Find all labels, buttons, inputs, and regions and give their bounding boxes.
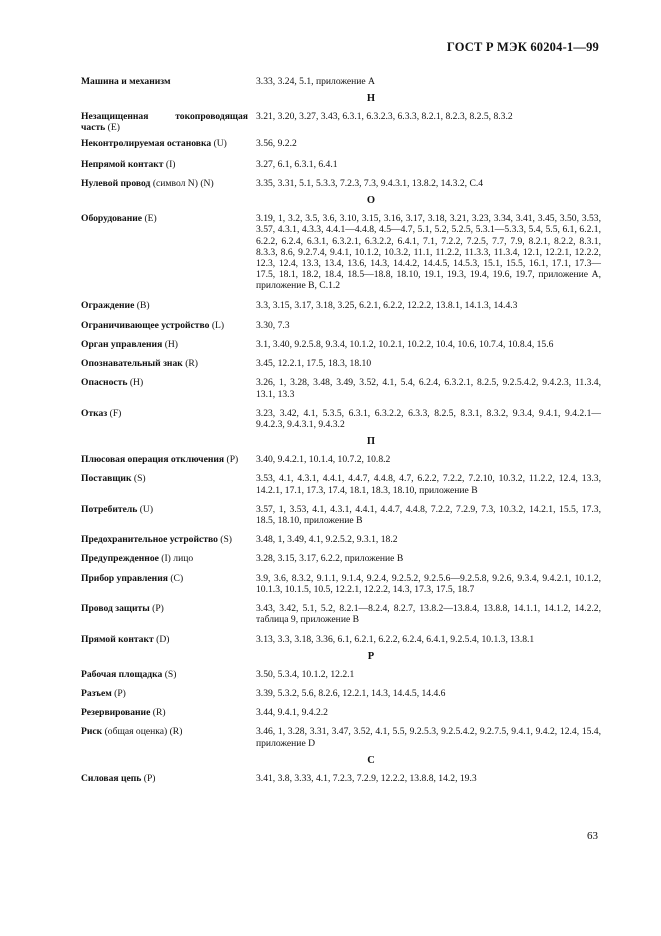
index-term	[81, 111, 256, 133]
term-name: Ограничивающее устройство	[81, 319, 210, 331]
term-references: 3.1, 3.40, 9.2.5.8, 9.3.4, 10.1.2, 10.2.1, 10.2.2, 10.4, 10.6, 10.7.4, 10.8.4, 15.6	[256, 339, 554, 351]
term-code: (S)	[220, 534, 233, 546]
term-name: Нулевой провод	[81, 178, 151, 190]
term-references: 3.53, 4.1, 4.3.1, 4.4.1, 4.4.7, 4.4.8, 4.7, 6.2.2, 7.2.2, 7.2.10, 10.3.2, 11.2.2, 12.4, 13.3, 14.2.1, 17.1, 17.3, 17.4, 18.1, 18.3, 18.10, приложение В	[256, 473, 601, 496]
term-references: 3.40, 9.4.2.1, 10.1.4, 10.7.2, 10.8.2	[256, 454, 391, 466]
term-references: 3.26, 1, 3.28, 3.48, 3.49, 3.52, 4.1, 5.4, 6.2.4, 6.3.2.1, 8.2.5, 9.2.5.4.2, 9.4.2.3, 11.3.4, 13.1, 13.3	[256, 377, 601, 400]
index-entry	[81, 138, 601, 149]
term-code: (H)	[164, 339, 179, 351]
term-name: Плюсовая операция отключения	[81, 454, 225, 466]
index-entry	[81, 159, 601, 170]
term-references: 3.33, 3.24, 5.1, приложение А	[256, 76, 375, 87]
term-code: (D)	[156, 633, 170, 645]
term-code: (U)	[139, 503, 154, 515]
term-references: 3.46, 1, 3.28, 3.31, 3.47, 3.52, 4.1, 5.5, 9.2.5.3, 9.2.5.4.2, 9.2.7.5, 9.4.1, 9.4.2, 12.4, 15.4, приложение D	[256, 726, 601, 749]
term-references: 3.43, 3.42, 5.1, 5.2, 8.2.1—8.2.4, 8.2.7, 13.8.2—13.8.4, 13.8.8, 14.1.1, 14.1.2, 14.2.2, таблица 9, приложение В	[256, 603, 601, 626]
section-letter: Н	[366, 93, 376, 105]
index-term	[81, 726, 256, 748]
term-name: Неконтролируемая остановка	[81, 137, 212, 149]
index-entry	[81, 111, 601, 133]
term-references: 3.39, 5.3.2, 5.6, 8.2.6, 12.2.1, 14.3, 14.4.5, 14.4.6	[256, 687, 446, 699]
index-entry	[81, 300, 601, 311]
term-references: 3.35, 3.31, 5.1, 5.3.3, 7.2.3, 7.3, 9.4.3.1, 13.8.2, 14.3.2, С.4	[256, 178, 484, 190]
term-references: 3.56, 9.2.2	[256, 137, 297, 149]
term-references: 3.28, 3.15, 3.17, 6.2.2, приложение В	[256, 553, 404, 565]
index-term	[81, 669, 256, 680]
term-code: (P)	[114, 687, 126, 699]
term-code: (общая оценка) (R)	[104, 726, 183, 738]
index-entry	[81, 603, 601, 625]
term-name: Опасность	[81, 377, 128, 389]
section-letter: Р	[367, 650, 375, 662]
index-entry	[81, 213, 601, 291]
term-name: Оборудование	[81, 213, 143, 225]
index-entry	[81, 504, 601, 526]
index-term	[81, 553, 256, 564]
term-name: Прибор управления	[81, 572, 168, 584]
index-entry	[81, 178, 601, 189]
term-name: Поставщик	[81, 473, 132, 485]
term-code: (P)	[143, 772, 156, 784]
term-name: Опознавательный знак	[81, 358, 183, 370]
index-entry	[81, 726, 601, 748]
term-code: (S)	[164, 668, 177, 680]
term-name: Орган управления	[81, 339, 163, 351]
term-code: (H)	[129, 377, 144, 389]
term-references: 3.30, 7.3	[256, 319, 290, 331]
term-code: (S)	[133, 473, 146, 485]
index-term	[81, 339, 256, 350]
term-name: Предохранительное устройство	[81, 534, 218, 546]
index-term	[81, 534, 256, 545]
term-references: 3.9, 3.6, 8.3.2, 9.1.1, 9.1.4, 9.2.4, 9.2.5.2, 9.2.5.6—9.2.5.8, 9.2.6, 9.3.4, 9.4.2.1, 10.1.2, 10.1.3, 10.1.5, 10.5, 12.2.1, 12.2.2, 14.3, 17.3, 17.5, 18.7	[256, 572, 601, 595]
section-letter: С	[367, 754, 375, 766]
index-entry	[81, 688, 601, 699]
term-code: (U)	[213, 137, 227, 149]
term-name: Незащищенная токопроводящая часть	[81, 111, 248, 134]
term-code: (символ N) (N)	[152, 178, 214, 190]
index-entry	[81, 573, 601, 595]
index-term	[81, 504, 256, 526]
term-references: 3.21, 3.20, 3.27, 3.43, 6.3.1, 6.3.2.3, 6.3.3, 8.2.1, 8.2.3, 8.2.5, 8.3.2	[256, 111, 513, 123]
term-references: 3.19, 1, 3.2, 3.5, 3.6, 3.10, 3.15, 3.16, 3.17, 3.18, 3.21, 3.23, 3.34, 3.41, 3.45, 3.50, 3.53, 3.57, 4.3.1, 4.3.3, 4.4.1—4.4.8, 4.5—4.7, 5.1, 5.2, 5.2.5, 5.3.1—5.3.3, 5.4, 5.5, 6.1, 6.2.1, 6.2.2, 6.2.4, 6.3.1, 6.3.2.1, 6.3.2.2, 6.4.1, 7.1, 7.2.2, 7.2.5, 7.7, 7.9, 8.2.1, 8.2.2, 8.3.1, 8.3.3, 8.6, 9.2.7.4, 9.4.1, 10.1.2, 10.3.2, 11.1, 11.2.2, 11.3.3, 11.3.4, 12.1, 12.2.1, 12.2.2, 12.3, 12.4, 13.3, 13.4, 13.6, 14.3, 14.4.2, 14.4.5, 14.5.3, 15.1, 15.5, 16.1, 17.1, 17.3—17.5, 18.1, 18.2, 18.4, 18.5—18.8, 18.10, 19.1, 19.3, 19.4, 19.6, 19.7, приложение А, приложение В, С.1.2	[256, 213, 601, 292]
index-entry	[81, 553, 601, 564]
index-entry	[81, 634, 601, 645]
term-code: (B)	[136, 299, 150, 311]
term-code: (F)	[109, 407, 122, 419]
index-term	[81, 320, 256, 331]
index-entry	[81, 320, 601, 331]
term-name: Разъем	[81, 687, 112, 699]
term-references: 3.45, 12.2.1, 17.5, 18.3, 18.10	[256, 358, 372, 370]
term-code: (I)	[165, 158, 176, 170]
index-term	[81, 688, 256, 699]
term-references: 3.27, 6.1, 6.3.1, 6.4.1	[256, 158, 338, 170]
term-code: (R)	[152, 707, 166, 719]
index-term	[81, 573, 256, 595]
index-term	[81, 213, 256, 291]
index-term	[81, 603, 256, 625]
term-name: Предупрежденное	[81, 553, 159, 565]
term-code: (E)	[144, 213, 157, 225]
index-entry	[81, 408, 601, 430]
term-name: Резервирование	[81, 707, 151, 719]
term-name: Риск	[81, 726, 103, 738]
index-term	[81, 377, 256, 399]
term-name: Ограждение	[81, 299, 135, 311]
term-references: 3.3, 3.15, 3.17, 3.18, 3.25, 6.2.1, 6.2.2, 12.2.2, 13.8.1, 14.1.3, 14.4.3	[256, 299, 518, 311]
term-name: Прямой контакт	[81, 633, 154, 645]
index-entry	[81, 339, 601, 350]
term-name: Силовая цепь	[81, 772, 142, 784]
index-term	[81, 178, 256, 189]
index-entry	[81, 76, 601, 87]
term-references: 3.57, 1, 3.53, 4.1, 4.3.1, 4.4.1, 4.4.7, 4.4.8, 7.2.2, 7.2.9, 7.3, 10.3.2, 14.2.1, 15.5, 17.3, 18.5, 18.10, приложение В	[256, 503, 601, 527]
page-header: ГОСТ Р МЭК 60204-1—99	[446, 40, 599, 54]
index-entry	[81, 377, 601, 399]
index-term	[81, 707, 256, 718]
index-term	[81, 473, 256, 495]
term-references: 3.48, 1, 3.49, 4.1, 9.2.5.2, 9.3.1, 18.2	[256, 534, 398, 546]
index-term	[81, 634, 256, 645]
term-code: (R)	[185, 358, 198, 370]
term-references: 3.41, 3.8, 3.33, 4.1, 7.2.3, 7.2.9, 12.2.2, 13.8.8, 14.2, 19.3	[256, 772, 477, 784]
index-term	[81, 159, 256, 170]
index-term	[81, 138, 256, 149]
index-entry	[81, 669, 601, 680]
term-code: (E)	[107, 122, 120, 134]
section-letter: О	[366, 195, 376, 207]
term-code: (P)	[226, 454, 239, 466]
index-term	[81, 408, 256, 430]
index-entry	[81, 473, 601, 495]
index-entry	[81, 773, 601, 784]
term-code: (I) лицо	[161, 553, 194, 565]
term-code: (L)	[211, 319, 225, 331]
index-entry	[81, 358, 601, 369]
term-code: (C)	[170, 572, 184, 584]
term-name: Рабочая площадка	[81, 668, 163, 680]
index-entry	[81, 534, 601, 545]
index-term	[81, 454, 256, 465]
index-term	[81, 300, 256, 311]
term-name: Отказ	[81, 407, 108, 419]
term-references: 3.44, 9.4.1, 9.4.2.2	[256, 707, 328, 719]
term-name: Непрямой контакт	[81, 158, 164, 170]
term-references: 3.50, 5.3.4, 10.1.2, 12.2.1	[256, 668, 355, 680]
index-term	[81, 358, 256, 369]
subject-index	[81, 76, 601, 784]
index-entry	[81, 707, 601, 718]
index-entry	[81, 454, 601, 465]
term-references: 3.23, 3.42, 4.1, 5.3.5, 6.3.1, 6.3.2.2, 6.3.3, 8.2.5, 8.3.1, 8.3.2, 9.3.4, 9.4.1, 9.4.2.1—9.4.2.3, 9.4.3.1, 9.4.3.2	[256, 407, 601, 431]
index-term	[81, 773, 256, 784]
section-letter: П	[366, 436, 376, 448]
term-name: Потребитель	[81, 503, 138, 515]
term-references: 3.13, 3.3, 3.18, 3.36, 6.1, 6.2.1, 6.2.2, 6.2.4, 6.4.1, 9.2.5.4, 10.1.3, 13.8.1	[256, 633, 535, 645]
index-term	[81, 76, 256, 87]
page-number: 63	[587, 830, 598, 842]
term-code: (P)	[152, 603, 164, 615]
term-name: Провод защиты	[81, 603, 150, 615]
term-name: Машина и механизм	[81, 76, 171, 87]
